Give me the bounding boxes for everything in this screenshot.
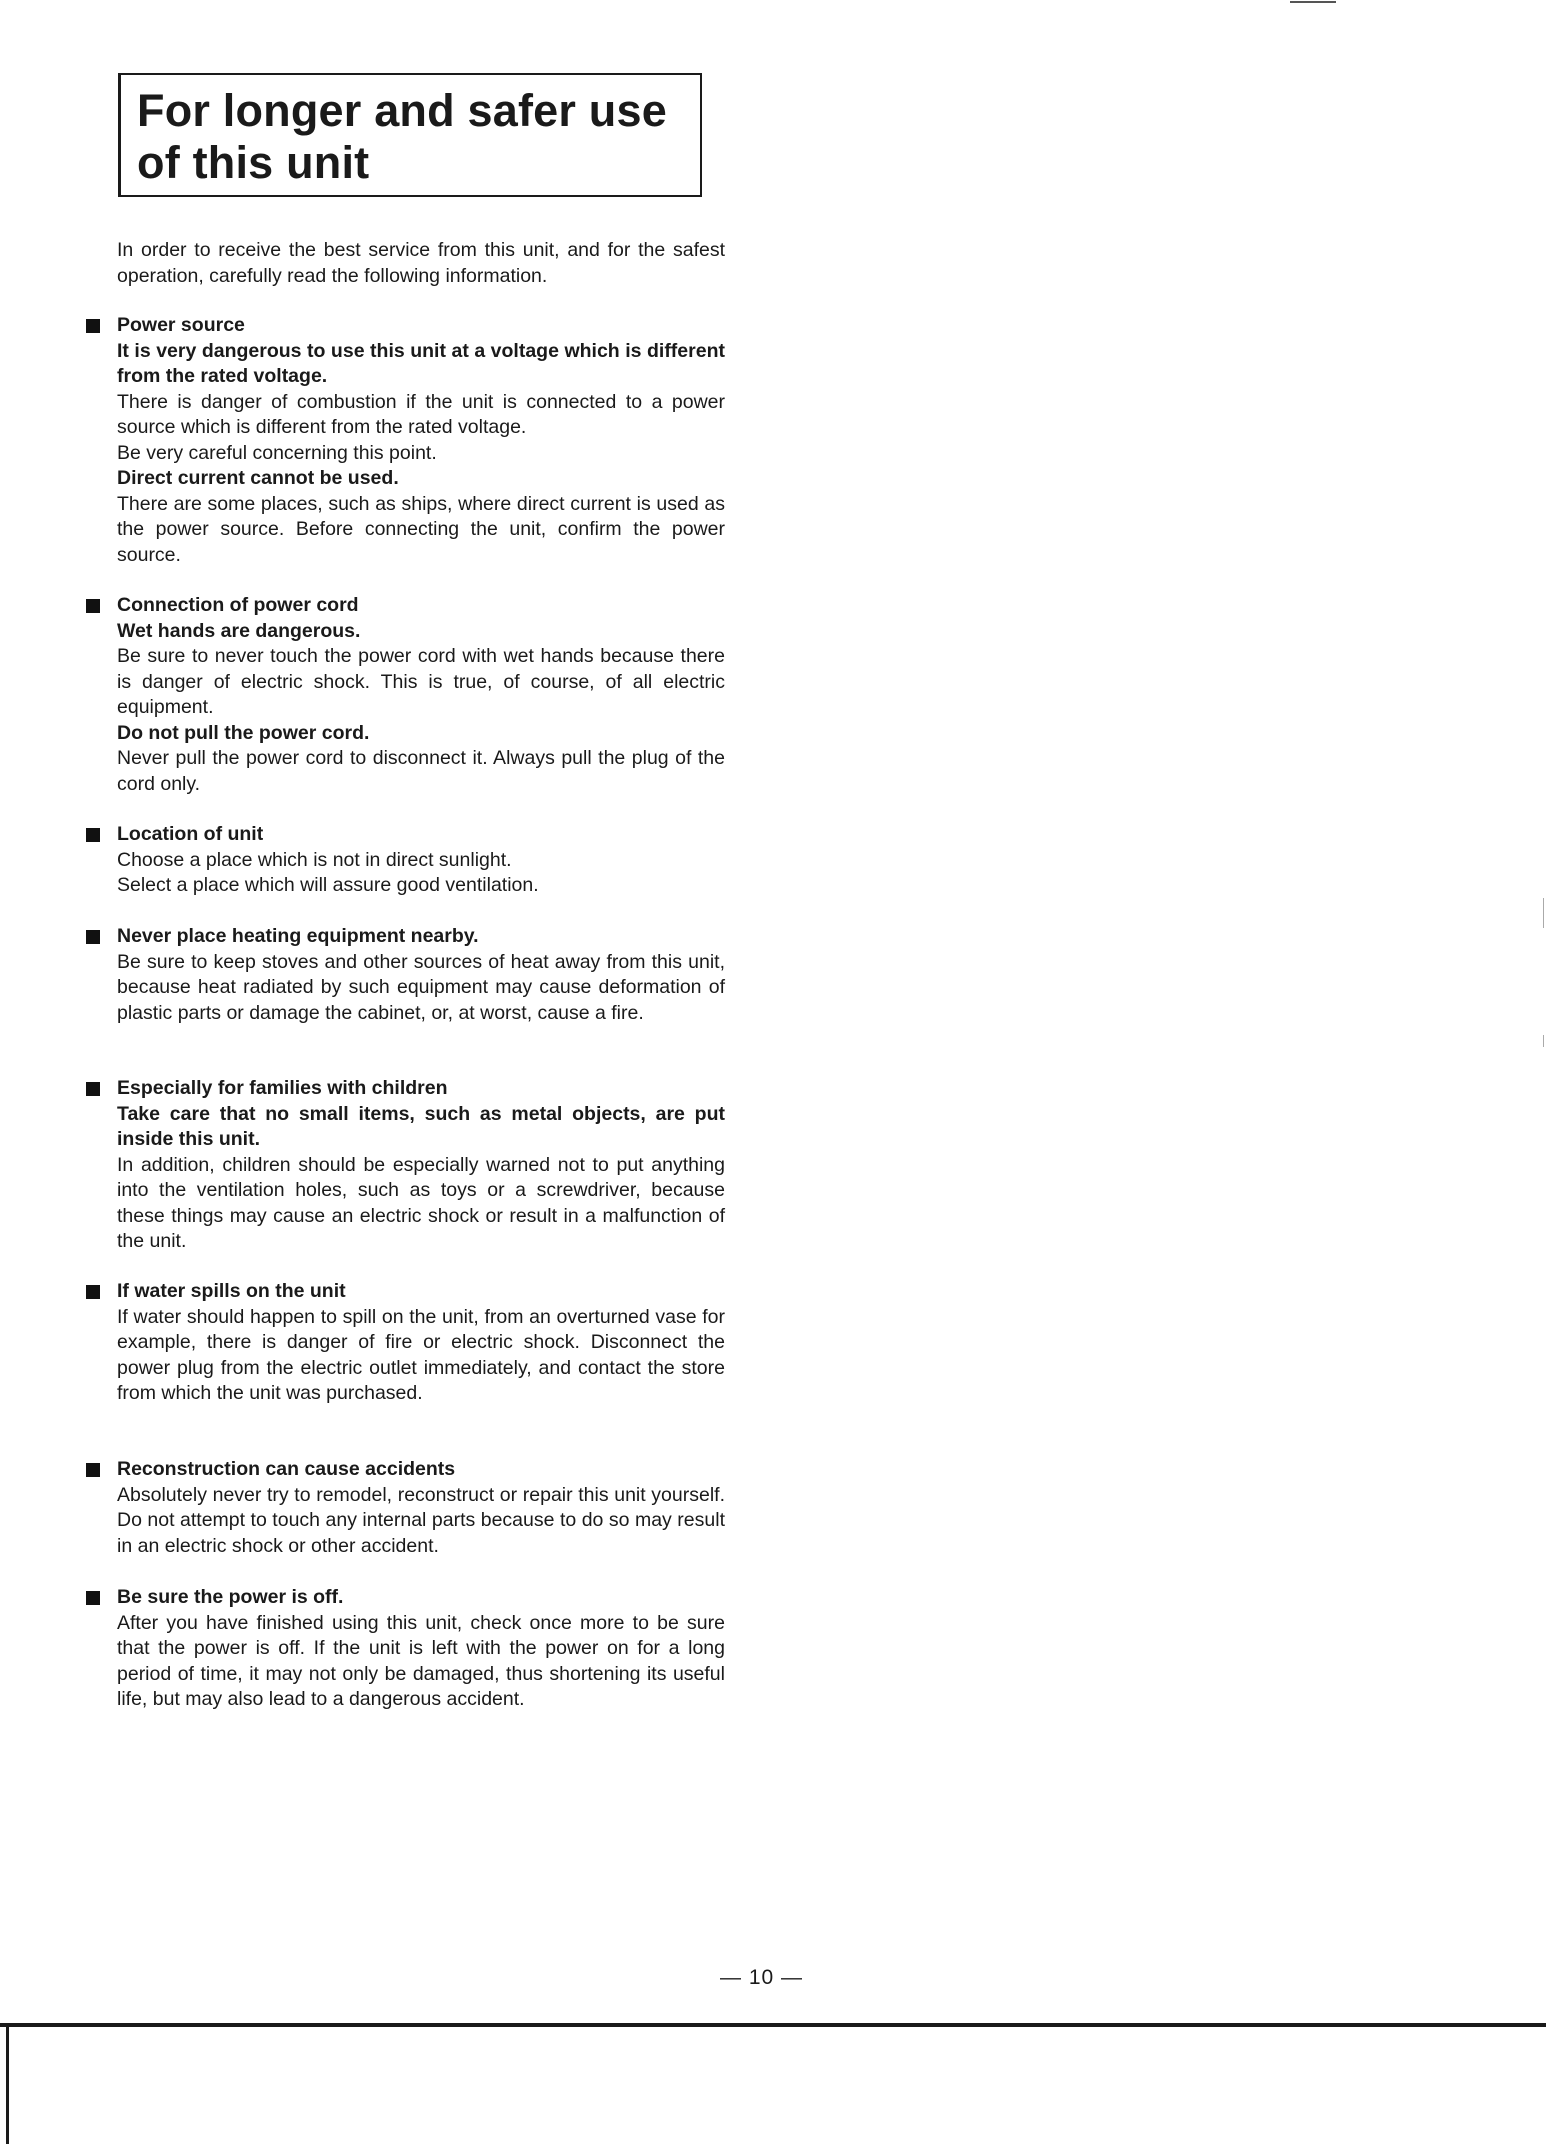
square-bullet-icon	[86, 828, 100, 842]
section-heading: If water spills on the unit	[117, 1280, 346, 1302]
warning-text: Wet hands are dangerous.	[117, 619, 361, 642]
section-heating-equipment	[117, 924, 725, 1026]
section-heading: Especially for families with children	[117, 1077, 448, 1099]
bottom-rule	[0, 2023, 1546, 2027]
scan-mark	[1290, 1, 1336, 3]
intro-paragraph: In order to receive the best service from this unit, and for the safest operation, carefully read the following information.	[117, 239, 725, 287]
square-bullet-icon	[86, 1285, 100, 1299]
title-box	[118, 73, 702, 197]
square-bullet-icon	[86, 1082, 100, 1096]
page-edge	[6, 2024, 9, 2144]
square-bullet-icon	[86, 1591, 100, 1605]
body-text: Absolutely never try to remodel, reconstruct or repair this unit yourself. Do not attempt to touch any internal parts because to do so may result in an electric shock or other accident.	[117, 1483, 725, 1557]
body-text: Choose a place which is not in direct sunlight.	[117, 848, 512, 871]
section-heading: Be sure the power is off.	[117, 1586, 344, 1608]
section-power-source	[117, 313, 725, 568]
body-text: If water should happen to spill on the unit, from an overturned vase for example, there is danger of fire or electric shock. Disconnect the power plug from the electric outlet immediately, and contact the store from which the unit was purchased.	[117, 1305, 725, 1404]
section-families-with-children	[117, 1076, 725, 1255]
body-text: There are some places, such as ships, where direct current is used as the power source. Before connecting the unit, confirm the power source.	[117, 492, 725, 566]
body-text: Be sure to keep stoves and other sources of heat away from this unit, because heat radiated by such equipment may cause deformation of plastic parts or damage the cabinet, or, at worst, cause a fire.	[117, 950, 725, 1024]
section-heading: Connection of power cord	[117, 594, 359, 616]
scan-artifact	[1543, 1035, 1544, 1047]
warning-text: It is very dangerous to use this unit at a voltage which is different from the rated voltage.	[117, 339, 725, 387]
warning-text: Do not pull the power cord.	[117, 721, 370, 744]
section-reconstruction	[117, 1457, 725, 1559]
warning-text: Direct current cannot be used.	[117, 467, 399, 489]
body-text: Be very careful concerning this point.	[117, 441, 437, 464]
section-water-spills	[117, 1279, 725, 1407]
scan-artifact	[1543, 898, 1544, 928]
square-bullet-icon	[86, 319, 100, 333]
section-location-of-unit	[117, 822, 725, 899]
body-text: In addition, children should be especially warned not to put anything into the ventilation holes, such as toys or a screwdriver, because these things may cause an electric shock or result in a malfunction of the unit.	[117, 1153, 725, 1252]
page-number: — 10 —	[720, 1966, 804, 1989]
section-connection-of-power-cord	[117, 593, 725, 797]
section-power-off	[117, 1585, 725, 1713]
square-bullet-icon	[86, 930, 100, 944]
body-text: Select a place which will assure good ventilation.	[117, 874, 539, 896]
section-heading: Location of unit	[117, 823, 264, 845]
body-text: Be sure to never touch the power cord with wet hands because there is danger of electric shock. This is true, of course, of all electric equipment.	[117, 645, 725, 718]
body-text: After you have finished using this unit, check once more to be sure that the power is off. If the unit is left with the power on for a long period of time, it may not only be damaged, thus shortening its useful life, but may also lead to a dangerous accident.	[117, 1611, 725, 1710]
body-text: Never pull the power cord to disconnect it. Always pull the plug of the cord only.	[117, 747, 725, 795]
page-title: For longer and safer use of this unit	[137, 85, 667, 188]
section-heading: Never place heating equipment nearby.	[117, 925, 479, 947]
warning-text: Take care that no small items, such as metal objects, are put inside this unit.	[117, 1102, 725, 1150]
square-bullet-icon	[86, 1463, 100, 1477]
section-heading: Reconstruction can cause accidents	[117, 1458, 456, 1480]
section-heading: Power source	[117, 314, 245, 336]
body-text: There is danger of combustion if the unit is connected to a power source which is different from the rated voltage.	[117, 390, 725, 438]
square-bullet-icon	[86, 599, 100, 613]
